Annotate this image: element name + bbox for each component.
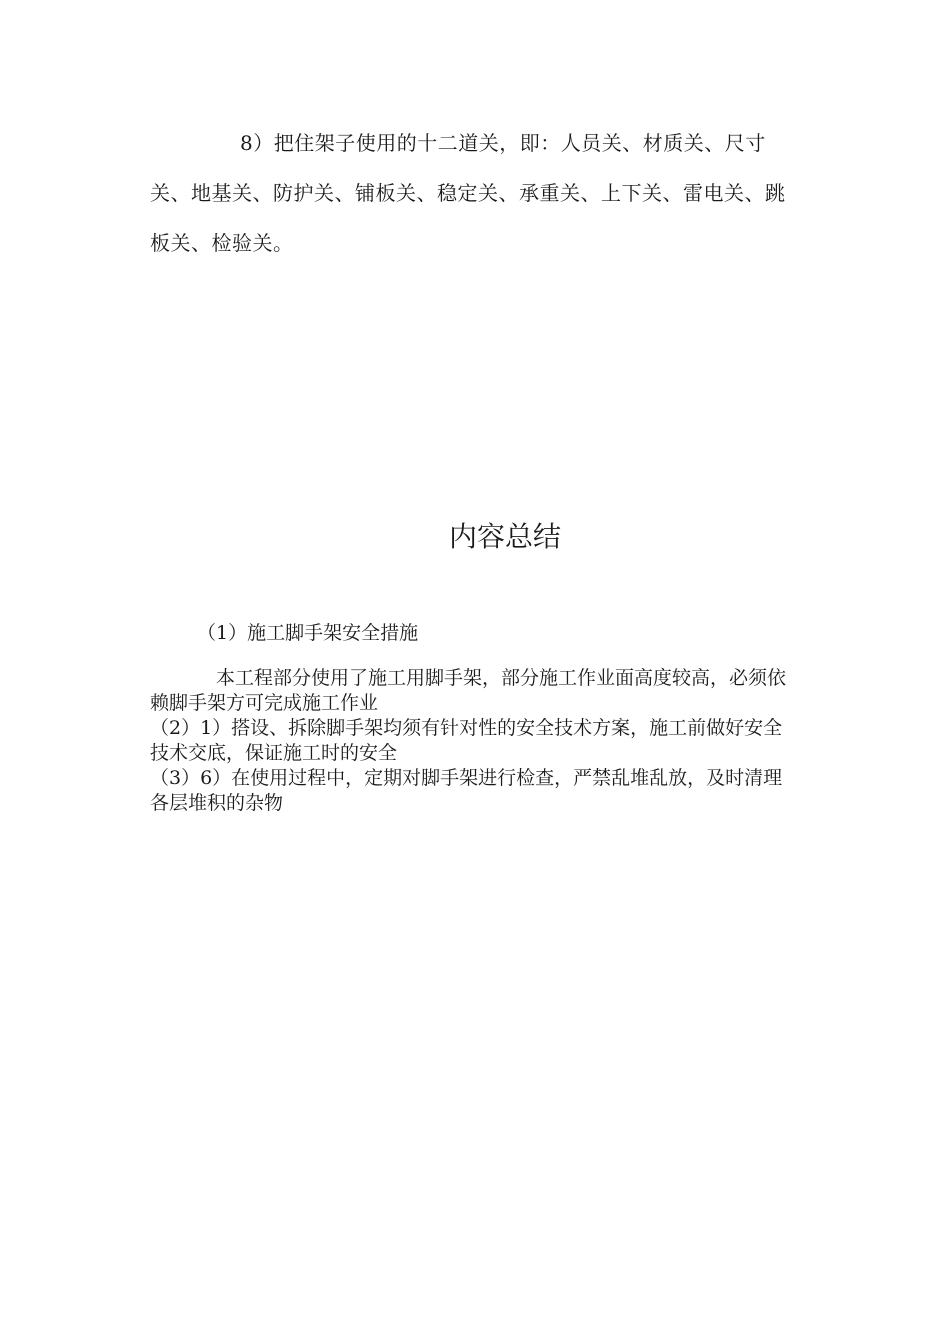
summary-body	[150, 666, 800, 816]
summary-line: （2）1）搭设、拆除脚手架均须有针对性的安全技术方案，施工前做好安全技术交底，保证施工时的安全	[150, 717, 783, 764]
section-heading: （1）施工脚手架安全措施	[197, 622, 419, 644]
summary-title: 内容总结	[448, 520, 561, 553]
summary-line: （3）6）在使用过程中，定期对脚手架进行检查，严禁乱堆乱放，及时清理各层堆积的杂物	[150, 767, 783, 814]
summary-line: 本工程部分使用了施工用脚手架，部分施工作业面高度较高，必须依赖脚手架方可完成施工作业	[150, 667, 787, 714]
top-paragraph: 8）把住架子使用的十二道关，即：人员关、材质关、尺寸关、地基关、防护关、铺板关、稳定关、承重关、上下关、雷电关、跳板关、检验关。	[150, 131, 786, 255]
